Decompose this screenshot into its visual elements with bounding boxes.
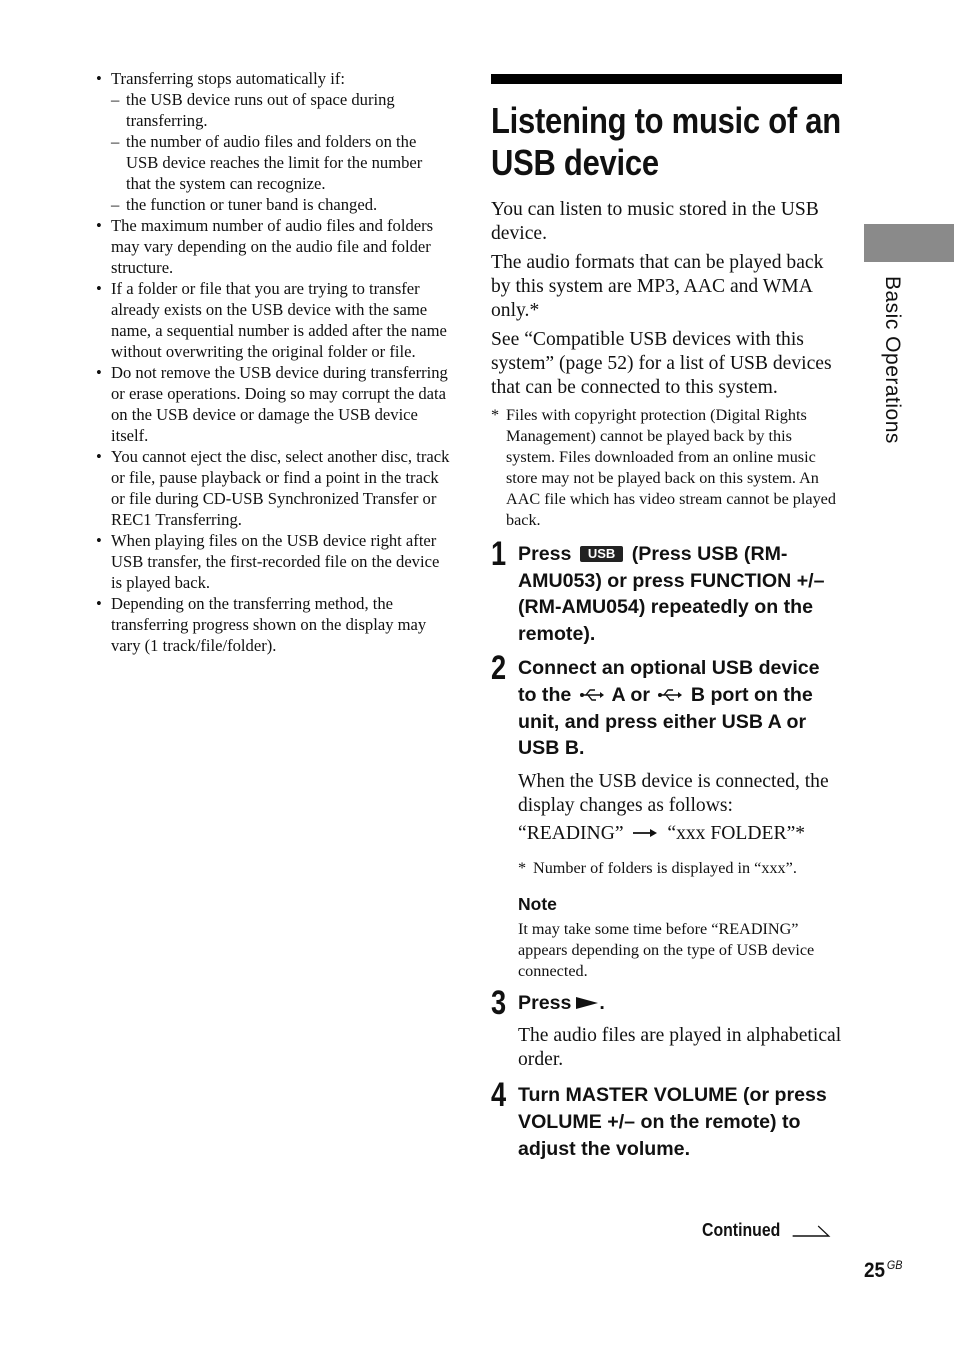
list-item: [96, 68, 450, 215]
step-number: 4: [491, 1076, 507, 1115]
step-number: 3: [491, 983, 507, 1022]
footnote-text: Number of folders is displayed in “xxx”.: [533, 858, 797, 877]
title-rule: [491, 74, 842, 84]
continued-marker: [702, 1218, 830, 1242]
page-number-suffix: GB: [886, 1258, 903, 1272]
step-heading: [518, 541, 843, 647]
step-4: [491, 1076, 843, 1162]
step-heading-text: A or: [611, 683, 650, 706]
sub-list: [111, 89, 450, 215]
continued-arrow-icon: [792, 1224, 831, 1238]
footnote-marker: *: [491, 406, 500, 424]
right-column: [491, 74, 843, 1162]
step-heading-text: .: [599, 991, 605, 1014]
display-sequence: [518, 822, 843, 846]
step-footnote: [518, 858, 843, 879]
footnote: [491, 405, 843, 531]
display-from: “READING”: [518, 822, 624, 844]
usb-port-icon: [657, 688, 683, 702]
page-number-value: 25: [864, 1259, 886, 1282]
step-heading: [518, 655, 843, 761]
note-text: It may take some time before “READING” appears depending on the type of USB device connected.: [518, 919, 815, 980]
intro-paragraph: You can listen to music stored in the USB device.: [491, 199, 819, 244]
usb-button-icon: USB: [580, 546, 623, 562]
sub-list-item: – the number of audio files and folders on the USB device reaches the limit for the number that the system can recognize.: [111, 131, 450, 194]
sub-list-item: – the USB device runs out of space during transferring.: [111, 89, 450, 131]
step-heading-text: Press: [518, 991, 572, 1014]
list-item: • Do not remove the USB device during transferring or erase operations. Doing so may corrupt the data on the USB device or damage the USB device itself.: [96, 362, 450, 446]
step-heading-text: B port on the unit, and press either USB A or USB B.: [518, 683, 813, 760]
step-heading-text: Connect an optional USB device to the: [518, 657, 820, 706]
list-item: • The maximum number of audio files and folders may vary depending on the audio file and folder structure.: [96, 215, 450, 278]
left-column: [96, 68, 450, 656]
step-2: [491, 649, 843, 981]
step-heading-text: (Press USB (RM-AMU053) or press FUNCTION +/– (RM-AMU054) repeatedly on the remote).: [518, 543, 825, 645]
step-heading: [518, 990, 843, 1017]
continued-text: Continued: [702, 1220, 781, 1240]
right-arrow-icon: [632, 828, 658, 838]
section-tab-label: Basic Operations: [881, 276, 904, 444]
footnote-marker: *: [518, 858, 527, 877]
list-item: • When playing files on the USB device right after USB transfer, the first-recorded file on the device is played back.: [96, 530, 450, 593]
intro-paragraph: See “Compatible USB devices with this system” (page 52) for a list of USB devices that can be connected to this system.: [491, 329, 832, 398]
intro-paragraph: The audio formats that can be played back by this system are MP3, AAC and WMA only.*: [491, 252, 824, 321]
section-tab: [864, 224, 954, 262]
page-title: Listening to music of an USB device: [491, 100, 841, 183]
note-heading: Note: [518, 893, 557, 914]
step-3: [491, 983, 843, 1073]
step-number: 2: [491, 649, 507, 688]
sub-list-item: – the function or tuner band is changed.: [111, 194, 450, 215]
step-body: The audio files are played in alphabetical order.: [518, 1025, 842, 1071]
list-item: • You cannot eject the disc, select another disc, track or file, pause playback or find a point in the track or file during CD-USB Synchronized Transfer or REC1 Transferring.: [96, 446, 450, 530]
step-body: When the USB device is connected, the display changes as follows:: [518, 770, 829, 816]
list-item: • Depending on the transferring method, the transferring progress shown on the display may vary (1 track/file/folder).: [96, 593, 450, 656]
step-heading: Turn MASTER VOLUME (or press VOLUME +/– on the remote) to adjust the volume.: [518, 1084, 827, 1160]
usb-port-icon: [579, 688, 605, 702]
step-number: 1: [491, 535, 507, 573]
step-1: [491, 535, 843, 647]
step-heading-text: Press: [518, 543, 572, 565]
list-item: • If a folder or file that you are trying to transfer already exists on the USB device with the same name, a sequential number is added after the name without overwriting the original folder or file.: [96, 278, 450, 362]
display-to: “xxx FOLDER”*: [667, 822, 806, 844]
page-number: [864, 1252, 902, 1284]
footnote-text: Files with copyright protection (Digital Rights Management) cannot be played back by this system. Files downloaded from an online music store may not be played back on this system. An AAC file which has video stream cannot be played back.: [506, 406, 836, 529]
play-icon: [575, 996, 599, 1010]
notes-list: [96, 68, 450, 656]
list-item-text: Transferring stops automatically if:: [111, 69, 345, 88]
